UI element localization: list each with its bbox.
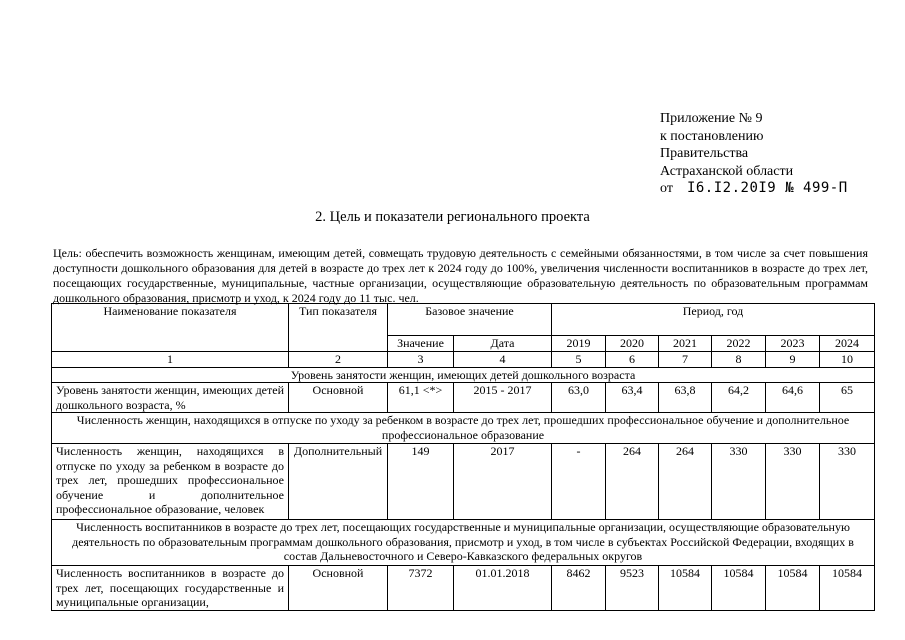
header-year: 2022 bbox=[712, 336, 766, 352]
section-title-cell: Численность женщин, находящихся в отпуске по уходу за ребенком в возрасте до трех лет, прошедших профессиональное обучение и дополнительное профессиональное образование bbox=[52, 413, 875, 444]
year-value: 63,8 bbox=[659, 383, 712, 413]
appendix-block bbox=[660, 110, 848, 198]
column-number: 1 bbox=[52, 352, 289, 368]
section-title-row bbox=[52, 520, 875, 566]
indicator-type: Дополнительный bbox=[289, 444, 388, 520]
base-value: 149 bbox=[388, 444, 454, 520]
header-year: 2019 bbox=[552, 336, 606, 352]
section-title-cell: Численность воспитанников в возрасте до трех лет, посещающих государственные и муниципальные организации, осуществляющие образовательную деятельность по образовательным программам дошкольного образования, присмотр и уход, в том числе в субъектах Российской Федерации, входящих в состав Дальневосточного и Северо-Кавказского федеральных округов bbox=[52, 520, 875, 566]
year-value: 330 bbox=[820, 444, 875, 520]
base-date: 01.01.2018 bbox=[454, 566, 552, 611]
header-year: 2020 bbox=[606, 336, 659, 352]
year-value: 63,0 bbox=[552, 383, 606, 413]
indicator-name: Численность женщин, находящихся в отпуске по уходу за ребенком в возрасте до трех лет, прошедших профессиональное обучение и дополнительное профессиональное образование, человек bbox=[52, 444, 289, 520]
header-year: 2024 bbox=[820, 336, 875, 352]
appendix-date-line bbox=[660, 180, 848, 198]
column-number: 5 bbox=[552, 352, 606, 368]
appendix-line-4: Астраханской области bbox=[660, 163, 794, 179]
header-year: 2021 bbox=[659, 336, 712, 352]
base-value: 61,1 <*> bbox=[388, 383, 454, 413]
year-value: 264 bbox=[659, 444, 712, 520]
year-value: 63,4 bbox=[606, 383, 659, 413]
column-number-row bbox=[52, 352, 875, 368]
year-value: 10584 bbox=[820, 566, 875, 611]
base-value: 7372 bbox=[388, 566, 454, 611]
year-value: 64,2 bbox=[712, 383, 766, 413]
year-value: 264 bbox=[606, 444, 659, 520]
appendix-date-prefix: от bbox=[660, 181, 673, 196]
section-title: 2. Цель и показатели регионального проекта bbox=[315, 209, 590, 225]
indicators-table bbox=[51, 303, 875, 611]
header-row-1 bbox=[52, 304, 875, 336]
indicator-type: Основной bbox=[289, 566, 388, 611]
base-date: 2017 bbox=[454, 444, 552, 520]
year-value: 10584 bbox=[766, 566, 820, 611]
year-value: 9523 bbox=[606, 566, 659, 611]
column-number: 10 bbox=[820, 352, 875, 368]
header-value: Значение bbox=[388, 336, 454, 352]
column-number: 7 bbox=[659, 352, 712, 368]
header-date: Дата bbox=[454, 336, 552, 352]
header-year: 2023 bbox=[766, 336, 820, 352]
column-number: 9 bbox=[766, 352, 820, 368]
column-number: 3 bbox=[388, 352, 454, 368]
section-title-row bbox=[52, 367, 875, 383]
table-row bbox=[52, 444, 875, 520]
year-value: 65 bbox=[820, 383, 875, 413]
year-value: - bbox=[552, 444, 606, 520]
table-row bbox=[52, 383, 875, 413]
header-indicator-name: Наименование показателя bbox=[52, 304, 289, 352]
section-title-row bbox=[52, 413, 875, 444]
column-number: 4 bbox=[454, 352, 552, 368]
appendix-line-2: к постановлению bbox=[660, 128, 764, 144]
year-value: 8462 bbox=[552, 566, 606, 611]
appendix-date-number: I6.I2.20I9 № 499-П bbox=[686, 180, 848, 196]
column-number: 6 bbox=[606, 352, 659, 368]
header-base-value: Базовое значение bbox=[388, 304, 552, 336]
header-indicator-type: Тип показателя bbox=[289, 304, 388, 352]
indicator-name: Численность воспитанников в возрасте до трех лет, посещающих государственные и муниципальные организации, bbox=[52, 566, 289, 611]
year-value: 10584 bbox=[659, 566, 712, 611]
indicator-type: Основной bbox=[289, 383, 388, 413]
header-period: Период, год bbox=[552, 304, 875, 336]
table-row bbox=[52, 566, 875, 611]
goal-text: Цель: обеспечить возможность женщинам, имеющим детей, совмещать трудовую деятельность с семейными обязанностями, в том числе за счет повышения доступности дошкольного образования для детей в возрасте до трех лет к 2024 году до 100%, увеличения численности воспитанников в возрасте до трех лет, посещающих государственные, муниципальные, частные организации, осуществляющие образовательную деятельность по образовательным программам дошкольного образования, присмотр и уход, к 2024 году до 11 тыс. чел. bbox=[53, 246, 868, 305]
year-value: 330 bbox=[766, 444, 820, 520]
section-title-cell: Уровень занятости женщин, имеющих детей дошкольного возраста bbox=[52, 367, 875, 383]
appendix-line-3: Правительства bbox=[660, 146, 749, 161]
year-value: 64,6 bbox=[766, 383, 820, 413]
appendix-line-1: Приложение № 9 bbox=[660, 111, 763, 126]
column-number: 2 bbox=[289, 352, 388, 368]
base-date: 2015 - 2017 bbox=[454, 383, 552, 413]
year-value: 10584 bbox=[712, 566, 766, 611]
column-number: 8 bbox=[712, 352, 766, 368]
indicator-name: Уровень занятости женщин, имеющих детей дошкольного возраста, % bbox=[52, 383, 289, 413]
year-value: 330 bbox=[712, 444, 766, 520]
